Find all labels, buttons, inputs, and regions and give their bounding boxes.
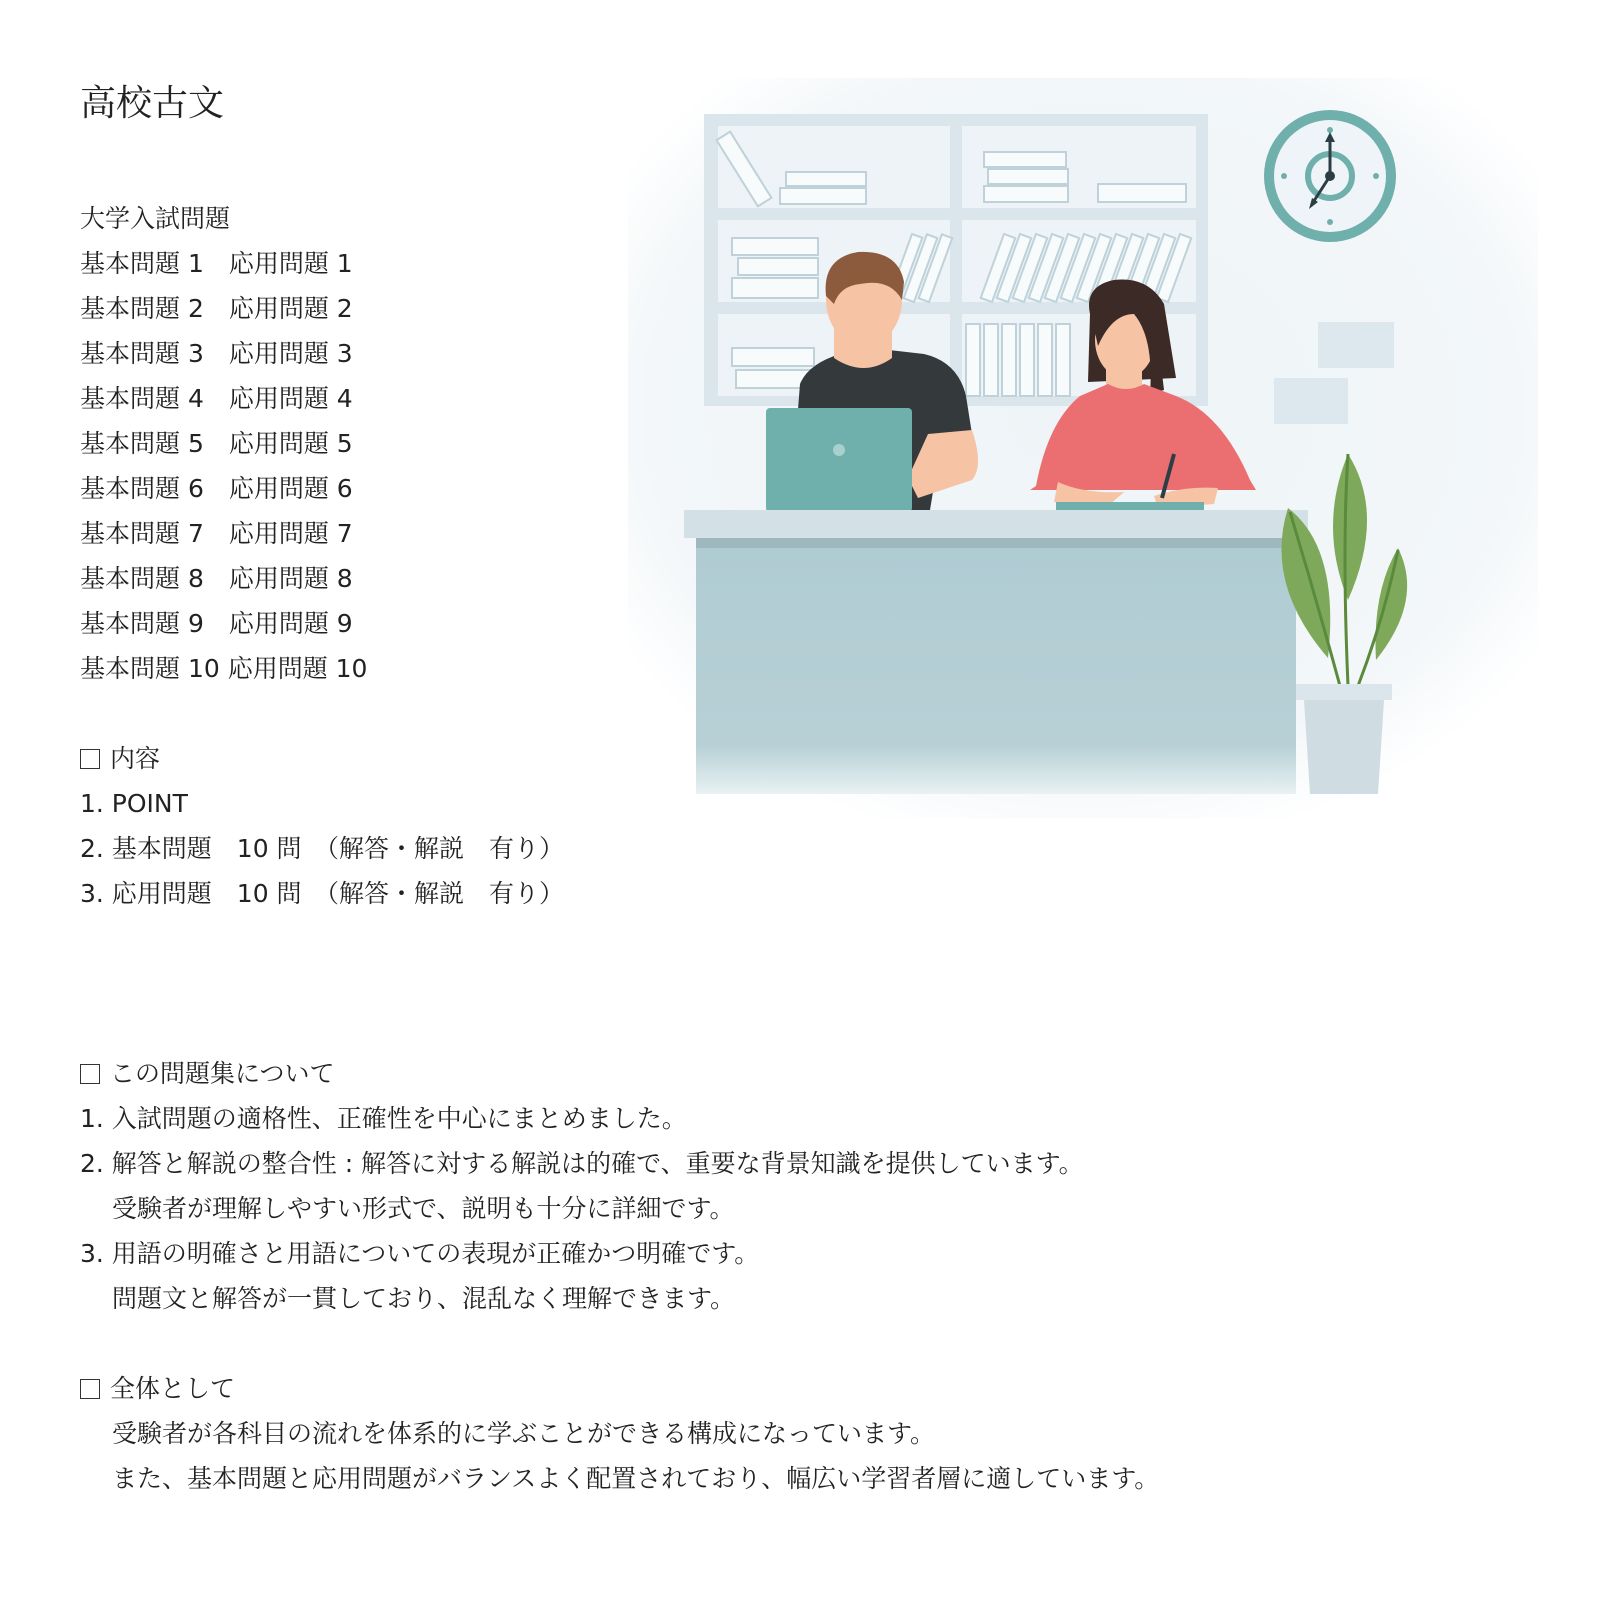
about-line: 受験者が理解しやすい形式で、説明も十分に詳細です。 (112, 1194, 735, 1223)
exam-row: 基本問題 2 応用問題 2 (80, 294, 353, 323)
exam-row: 基本問題 9 応用問題 9 (80, 609, 353, 638)
contents-heading-label: 内容 (110, 744, 161, 773)
exam-row: 基本問題 6 応用問題 6 (80, 474, 353, 503)
wall-clock-icon (1264, 110, 1396, 242)
exam-row: 基本問題 4 応用問題 4 (80, 384, 353, 413)
overall-heading-label: 全体として (110, 1374, 236, 1403)
overall-line: 受験者が各科目の流れを体系的に学ぶことができる構成になっています。 (112, 1419, 936, 1448)
study-illustration (628, 78, 1538, 818)
overall-heading (80, 1372, 235, 1406)
checkbox-square-icon (80, 749, 100, 769)
contents-item: 3. 応用問題 10 問 （解答・解説 有り） (80, 879, 565, 908)
wall-note (1274, 378, 1348, 424)
contents-item: 2. 基本問題 10 問 （解答・解説 有り） (80, 834, 565, 863)
wall-note (1318, 322, 1394, 368)
exam-heading: 大学入試問題 (80, 204, 231, 233)
exam-row: 基本問題 7 応用問題 7 (80, 519, 353, 548)
contents-item: 1. POINT (80, 789, 188, 818)
about-line: 1. 入試問題の適格性、正確性を中心にまとめました。 (80, 1104, 687, 1133)
overall-line: また、基本問題と応用問題がバランスよく配置されており、幅広い学習者層に適しています。 (112, 1464, 1160, 1493)
about-heading-label: この問題集について (110, 1059, 335, 1088)
exam-row: 基本問題 8 応用問題 8 (80, 564, 353, 593)
about-line: 2. 解答と解説の整合性 : 解答に対する解説は的確で、重要な背景知識を提供しています。 (80, 1149, 1084, 1178)
about-line: 問題文と解答が一貫しており、混乱なく理解できます。 (112, 1284, 736, 1313)
exam-row: 基本問題 10 応用問題 10 (80, 654, 368, 683)
exam-row: 基本問題 1 応用問題 1 (80, 249, 353, 278)
exam-row: 基本問題 3 応用問題 3 (80, 339, 353, 368)
checkbox-square-icon (80, 1379, 100, 1399)
exam-row: 基本問題 5 応用問題 5 (80, 429, 353, 458)
laptop-icon (766, 408, 912, 512)
about-heading (80, 1057, 335, 1091)
about-line: 3. 用語の明確さと用語についての表現が正確かつ明確です。 (80, 1239, 760, 1268)
contents-heading (80, 742, 160, 776)
page-title: 高校古文 (80, 83, 225, 124)
checkbox-square-icon (80, 1064, 100, 1084)
desk (684, 510, 1308, 794)
